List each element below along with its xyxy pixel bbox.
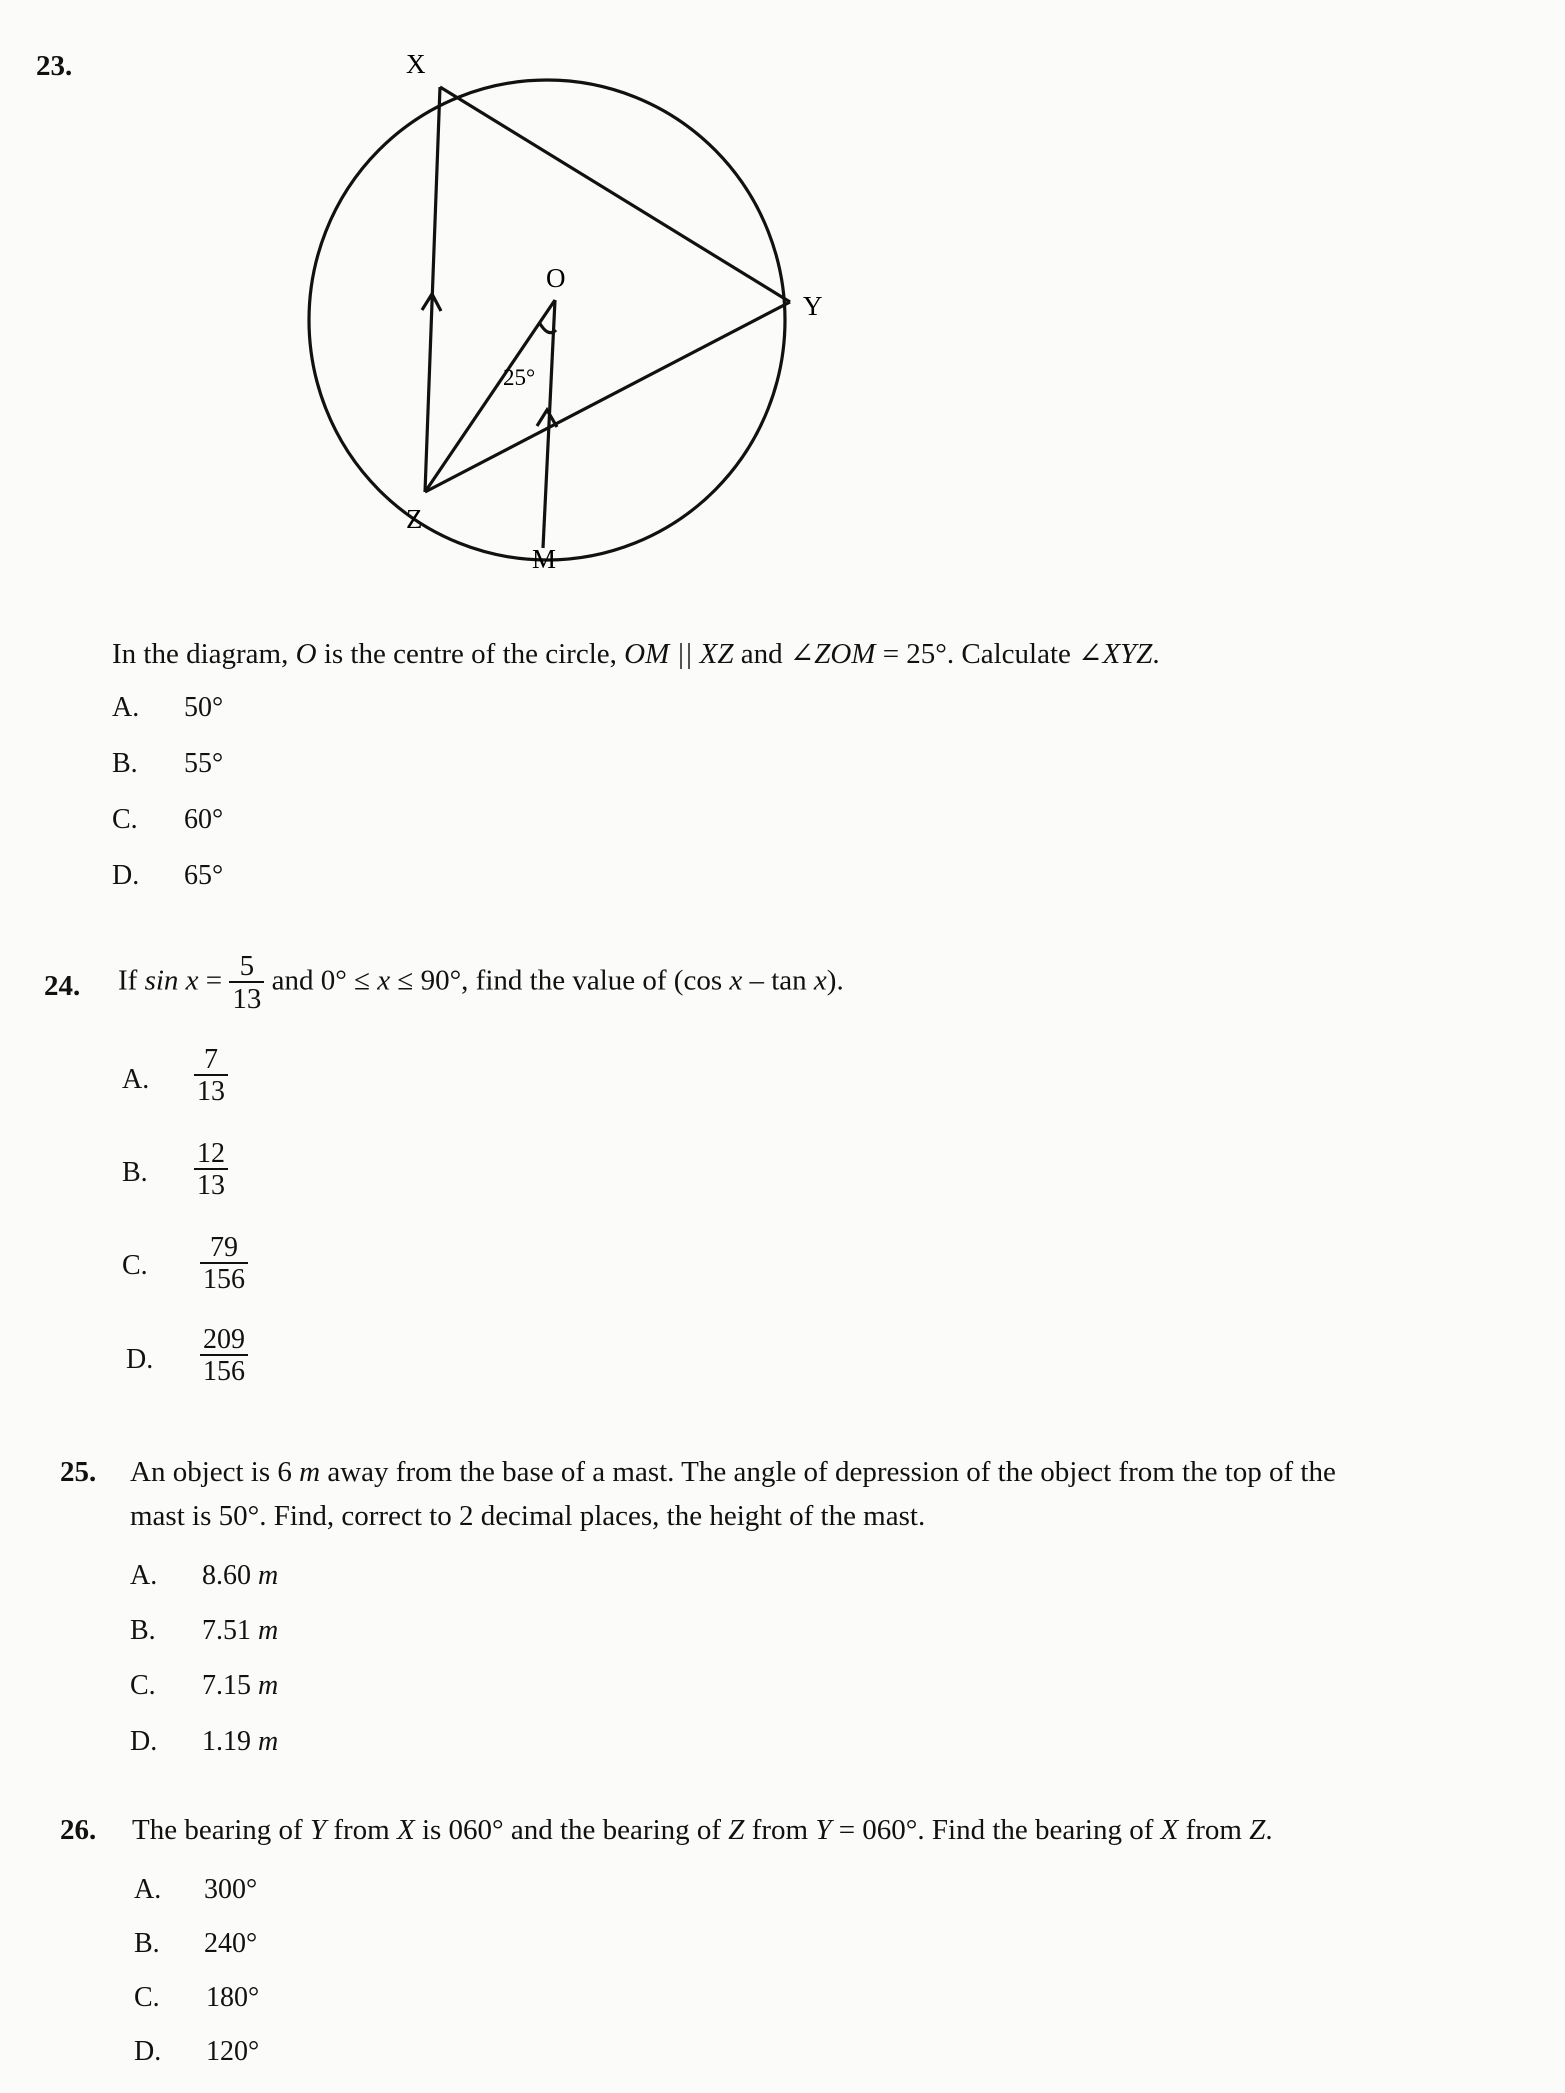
q26-option-b-letter[interactable]: B.: [134, 1928, 160, 1959]
q26-number: 26.: [60, 1814, 97, 1846]
q24-option-b-value: $\frac{12}{13}$: [194, 1140, 228, 1200]
q25-option-c-letter[interactable]: C.: [130, 1670, 156, 1701]
q24-option-d-letter[interactable]: D.: [126, 1344, 154, 1375]
q24-stem-fraction: $\frac{5}{13}$: [229, 952, 264, 1014]
q23-option-c-value: 60°: [184, 804, 224, 835]
q24-option-c-value: $\frac{79}{156}$: [200, 1234, 248, 1294]
q26-option-a-value: 300°: [204, 1874, 258, 1905]
q25-option-b-letter[interactable]: B.: [130, 1615, 156, 1646]
q23-option-b-letter[interactable]: B.: [112, 748, 138, 779]
q26-option-d-value: 120°: [206, 2036, 260, 2067]
q24-option-a-letter[interactable]: A.: [122, 1064, 150, 1095]
q25-option-a-letter[interactable]: A.: [130, 1560, 158, 1591]
q26-option-a-letter[interactable]: A.: [134, 1874, 162, 1905]
q25-option-a-value: 8.60 m: [202, 1560, 279, 1591]
chord-zy: [425, 302, 790, 492]
label-y: Y: [803, 291, 823, 321]
label-z: Z: [406, 504, 423, 534]
q26-option-b-value: 240°: [204, 1928, 258, 1959]
chord-xy: [440, 87, 790, 302]
q25-number: 25.: [60, 1456, 97, 1488]
q24-stem: If sin x = $\frac{5}{13}$ and 0° ≤ x ≤ 90°, find the value of (cos x – tan x).: [118, 950, 844, 1015]
q24-option-d-value: $\frac{209}{156}$: [200, 1326, 248, 1386]
q23-option-a-value: 50°: [184, 692, 224, 723]
q23-option-b-value: 55°: [184, 748, 224, 779]
q25-option-d-value: 1.19 m: [202, 1726, 279, 1757]
q23-option-d-letter[interactable]: D.: [112, 860, 140, 891]
q23-number: 23.: [36, 50, 73, 82]
q24-option-a-value: $\frac{7}{13}$: [194, 1046, 228, 1106]
chord-xz: [425, 87, 440, 492]
parallel-arrow-om: [537, 410, 557, 427]
label-x: X: [406, 49, 426, 79]
radius-oz: [425, 300, 555, 492]
q25-stem-line2: mast is 50°. Find, correct to 2 decimal places, the height of the mast.: [130, 1500, 926, 1532]
q24-option-c-letter[interactable]: C.: [122, 1250, 148, 1281]
label-m: M: [532, 544, 557, 574]
q23-option-a-letter[interactable]: A.: [112, 692, 140, 723]
q23-stem: In the diagram, O is the centre of the circle, OM || XZ and ∠ZOM = 25°. Calculate ∠XYZ.: [112, 638, 1160, 670]
q23-option-c-letter[interactable]: C.: [112, 804, 138, 835]
q23-option-d-value: 65°: [184, 860, 224, 891]
q26-option-c-letter[interactable]: C.: [134, 1982, 160, 2013]
label-o: O: [546, 263, 566, 293]
q26-option-c-value: 180°: [206, 1982, 260, 2013]
q25-option-d-letter[interactable]: D.: [130, 1726, 158, 1757]
q24-number: 24.: [44, 970, 81, 1002]
angle-label: 25°: [503, 365, 536, 390]
q24-option-b-letter[interactable]: B.: [122, 1157, 148, 1188]
q25-option-c-value: 7.15 m: [202, 1670, 279, 1701]
q26-option-d-letter[interactable]: D.: [134, 2036, 162, 2067]
q23-circle-diagram: [0, 0, 900, 600]
q26-stem: The bearing of Y from X is 060° and the bearing of Z from Y = 060°. Find the bearing of X from Z.: [132, 1814, 1273, 1846]
q25-option-b-value: 7.51 m: [202, 1615, 279, 1646]
q25-stem-line1: An object is 6 m away from the base of a mast. The angle of depression of the object from the top of the: [130, 1456, 1336, 1488]
